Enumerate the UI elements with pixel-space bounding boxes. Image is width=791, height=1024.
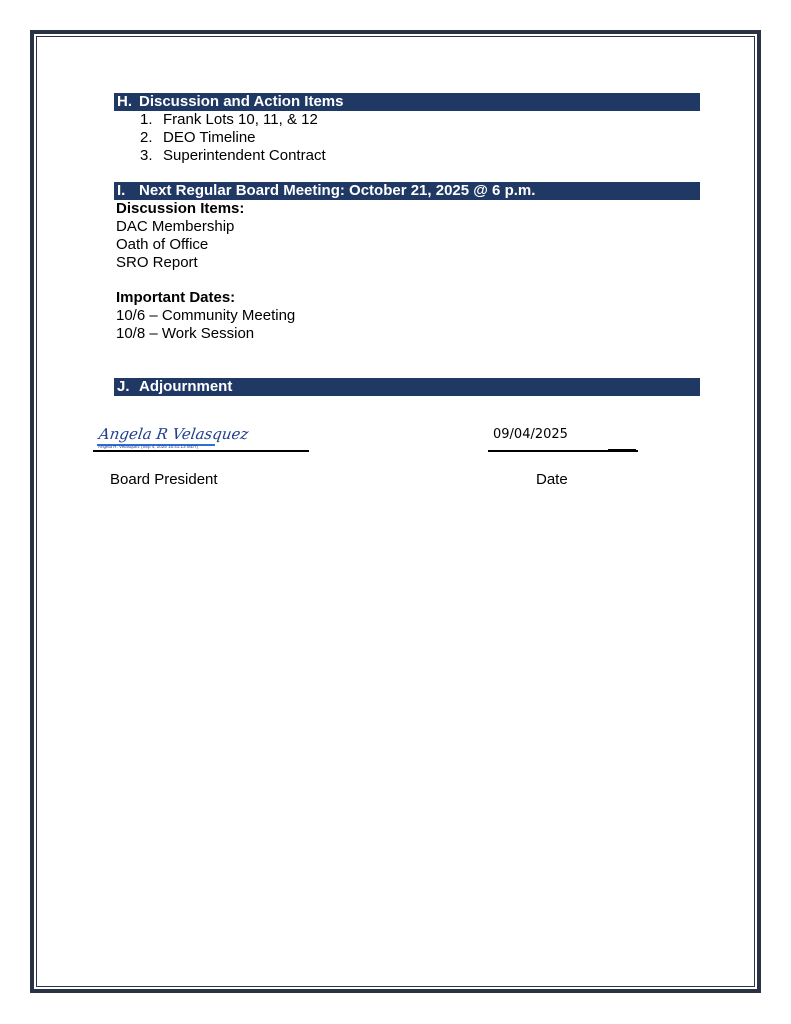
section-i-header <box>114 182 700 200</box>
section-j-title: Adjournment <box>139 378 233 395</box>
section-i-title: Next Regular Board Meeting: October 21, 2025 @ 6 p.m. <box>139 182 536 199</box>
section-h-letter: H. <box>117 93 132 110</box>
section-h-header <box>114 93 700 111</box>
signature-image: Angela R Velasquez <box>97 425 250 443</box>
list-item: SRO Report <box>116 254 198 271</box>
section-j-header <box>114 378 700 396</box>
section-h-title: Discussion and Action Items <box>139 93 344 110</box>
list-item: 1. Frank Lots 10, 11, & 12 <box>140 111 318 128</box>
board-president-label: Board President <box>110 471 218 488</box>
list-item: 3. Superintendent Contract <box>140 147 326 164</box>
section-i-letter: I. <box>117 182 126 199</box>
page-border-inner <box>36 36 755 987</box>
date-line-accent <box>608 449 636 452</box>
list-item: 10/6 – Community Meeting <box>116 307 296 324</box>
list-item: Oath of Office <box>116 236 209 253</box>
section-j-letter: J. <box>117 378 130 395</box>
list-item: 2. DEO Timeline <box>140 129 256 146</box>
signature-date-value: 09/04/2025 <box>493 427 568 442</box>
important-dates-heading: Important Dates: <box>116 289 236 306</box>
list-item: DAC Membership <box>116 218 235 235</box>
discussion-items-heading: Discussion Items: <box>116 200 245 217</box>
signature-stamp: Angela R. Velasquez (Sep 4, 2025 15:41:13 MDT) <box>98 444 199 449</box>
list-item: 10/8 – Work Session <box>116 325 255 342</box>
signature-line <box>93 450 309 452</box>
date-label: Date <box>536 471 568 488</box>
